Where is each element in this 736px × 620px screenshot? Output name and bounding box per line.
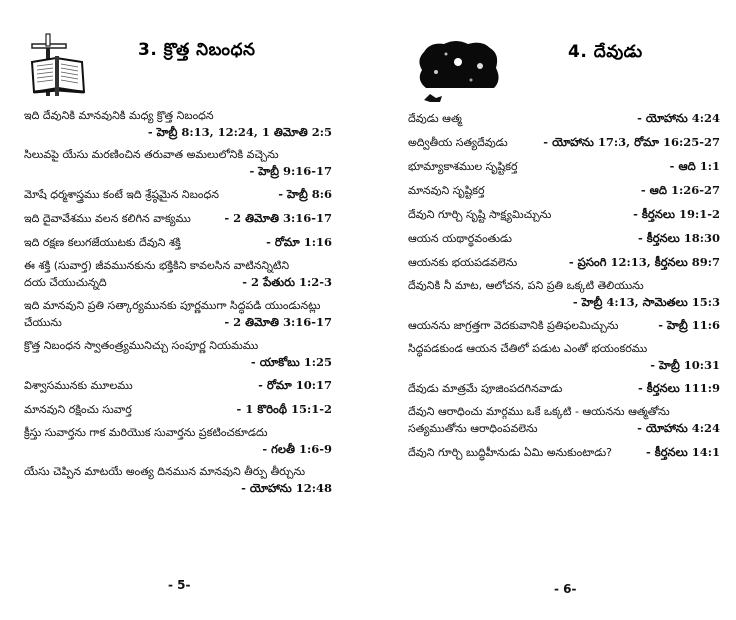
scripture-reference: - రోమా 1:16 (266, 235, 332, 249)
verse-line (408, 404, 720, 420)
verse-text: దేవుని గూర్చి సృష్టి సాక్ష్యమిచ్చును (408, 208, 552, 221)
verse-text: అద్వితీయ సత్యదేవుడు (408, 136, 508, 149)
scripture-reference: - కీర్తనలు 14:1 (645, 445, 720, 459)
verse-entry (408, 444, 720, 461)
scripture-reference: - హెబ్రీ 11:6 (658, 318, 720, 332)
verse-line (408, 254, 720, 271)
scripture-reference: - 2 తిమోతి 3:16-17 (224, 211, 332, 225)
reference-line (24, 480, 332, 496)
scripture-reference: - హెబ్రీ 10:31 (650, 358, 720, 372)
verse-text: ఇది దేవునికి మానవునికి మధ్య క్రొత్త నిబంధన (24, 109, 214, 122)
scripture-reference: - కీర్తనలు 19:1-2 (633, 207, 720, 221)
verse-text: ఈ శక్తి (సువార్త) జీవమునకును భక్తికిని కావలసిన వాటినన్నిటిని (24, 259, 290, 272)
cross-bible-icon (28, 32, 90, 98)
verse-text: ఇది మానవుని ప్రతి సత్కార్యమునకు పూర్ణముగా సిద్ధపడి యుండునట్లు (24, 299, 321, 312)
verse-entry (24, 401, 332, 418)
verse-line (408, 420, 720, 437)
verse-entry (24, 464, 332, 496)
verse-entry (408, 317, 720, 334)
reference-line (24, 354, 332, 370)
scripture-reference: - యోహాను 12:48 (241, 481, 332, 495)
verse-entry (408, 206, 720, 223)
verse-line (24, 108, 332, 124)
verse-text: మోషే ధర్మశాస్త్రము కంటే ఇది శ్రేష్ఠమైన నిబంధన (24, 188, 219, 201)
verse-entry (24, 258, 332, 291)
verse-entry (24, 425, 332, 457)
verse-text: యేసు చెప్పిన మాటయే అంత్య దినమున మానవుని తీర్పు తీర్చును (24, 465, 306, 478)
verse-text: దేవుని ఆరాధించు మార్గము ఒకే ఒక్కటి - ఆయనను ఆత్మతోను (408, 405, 670, 418)
scripture-reference: - హెబ్రీ 8:6 (278, 187, 332, 201)
verse-list (408, 110, 720, 468)
section-title: 3. క్రొత్త నిబంధన (138, 40, 256, 60)
verse-line (24, 464, 332, 480)
verse-line (24, 338, 332, 354)
verse-text: ఆయనకు భయపడవలెను (408, 256, 518, 269)
verse-line (408, 206, 720, 223)
verse-line (408, 278, 720, 294)
verse-text: భూమ్యాకాశముల సృష్టికర్త (408, 160, 518, 173)
verse-entry (408, 230, 720, 247)
verse-text-continued: సత్యముతోను ఆరాధింపవలెను (408, 422, 538, 435)
reference-line (24, 441, 332, 457)
verse-text: ఇది రక్షణ కలుగజేయుటకు దేవుని శక్తి (24, 236, 181, 249)
reference-line (408, 294, 720, 310)
verse-line (24, 234, 332, 251)
verse-entry (408, 380, 720, 397)
scripture-reference: - ఆది 1:26-27 (640, 183, 720, 197)
scripture-reference: - హెబ్రీ 8:13, 12:24, 1 తిమోతి 2:5 (147, 125, 332, 139)
verse-entry (408, 254, 720, 271)
verse-line (24, 186, 332, 203)
section-title: 4. దేవుడు (568, 42, 643, 62)
verse-line (24, 401, 332, 418)
scripture-reference: - ఆది 1:1 (669, 159, 720, 173)
right-page (368, 0, 736, 620)
verse-line (24, 314, 332, 331)
scripture-reference: - హెబ్రీ 9:16-17 (249, 164, 332, 178)
scripture-reference: - యాకోబు 1:25 (250, 355, 332, 369)
scripture-reference: - యోహాను 4:24 (637, 421, 720, 435)
scripture-reference: - 2 తిమోతి 3:16-17 (224, 315, 332, 329)
scripture-reference: - హెబ్రీ 4:13, సామెతలు 15:3 (572, 295, 720, 309)
scripture-reference: - రోమా 10:17 (258, 378, 332, 392)
verse-entry (408, 158, 720, 175)
dark-cloud-icon (416, 36, 504, 106)
scripture-reference: - గలతీ 1:6-9 (262, 442, 332, 456)
verse-line (24, 210, 332, 227)
verse-line (408, 341, 720, 357)
verse-line (24, 377, 332, 394)
verse-entry (24, 298, 332, 331)
verse-text: ఇది దైవావేశము వలన కలిగిన వాక్యము (24, 212, 191, 225)
scripture-reference: - ప్రసంగి 12:13, కీర్తనలు 89:7 (568, 255, 720, 269)
verse-line (24, 258, 332, 274)
verse-line (408, 134, 720, 151)
verse-text: దేవుడు మాత్రమే పూజింపదగినవాడు (408, 382, 563, 395)
verse-line (408, 110, 720, 127)
verse-entry (24, 338, 332, 370)
reference-line (24, 124, 332, 140)
verse-line (24, 425, 332, 441)
verse-line (408, 380, 720, 397)
verse-line (408, 230, 720, 247)
verse-text: దేవునికి నీ మాట, ఆలోచన, పని ప్రతి ఒక్కటి తెలియును (408, 279, 644, 292)
scripture-reference: - కీర్తనలు 111:9 (637, 381, 720, 395)
verse-line (408, 317, 720, 334)
scripture-reference: - 1 కొరింథీ 15:1-2 (236, 402, 332, 416)
verse-line (408, 444, 720, 461)
verse-text: దేవుడు ఆత్మ (408, 112, 462, 125)
verse-text: సిద్ధపడకుండ ఆయన చేతిలో పడుట ఎంతో భయంకరము (408, 342, 648, 355)
reference-line (408, 357, 720, 373)
scripture-reference: - యోహాను 17:3, రోమా 16:25-27 (543, 135, 720, 149)
verse-line (408, 182, 720, 199)
page-number: - 5- (168, 578, 191, 592)
verse-text: క్రీస్తు సువార్తను గాక మరియొక సువార్తను ప్రకటించకూడదు (24, 426, 268, 439)
verse-entry (24, 234, 332, 251)
verse-entry (408, 182, 720, 199)
verse-text: క్రొత్త నిబంధన స్వాతంత్ర్యమునిచ్చు సంపూర్ణ నియమము (24, 339, 259, 352)
verse-entry (24, 108, 332, 140)
verse-entry (24, 147, 332, 179)
verse-text: సిలువపై యేసు మరణించిన తరువాత అమలులోనికి వచ్చెను (24, 148, 279, 161)
verse-line (24, 147, 332, 163)
verse-text: ఆయన యథార్థవంతుడు (408, 232, 512, 245)
left-page-header (0, 28, 368, 100)
verse-entry (408, 110, 720, 127)
page-number: - 6- (554, 582, 577, 596)
verse-entry (24, 186, 332, 203)
verse-text: మానవుని రక్షించు సువార్త (24, 403, 132, 416)
verse-line (408, 158, 720, 175)
scripture-reference: - 2 పేతురు 1:2-3 (242, 275, 332, 289)
verse-text-continued: దయ చేయుచున్నది (24, 276, 107, 289)
verse-line (24, 298, 332, 314)
verse-entry (408, 278, 720, 310)
verse-entry (408, 134, 720, 151)
verse-text: మానవుని సృష్టికర్త (408, 184, 485, 197)
verse-text: ఆయనను జాగ్రత్తగా వెదకువానికి ప్రతిఫలమిచ్చును (408, 319, 619, 332)
verse-line (24, 274, 332, 291)
verse-text: విశ్వాసమునకు మూలము (24, 379, 133, 392)
verse-entry (24, 377, 332, 394)
verse-entry (24, 210, 332, 227)
scripture-reference: - యోహాను 4:24 (637, 111, 720, 125)
reference-line (24, 163, 332, 179)
verse-entry (408, 404, 720, 437)
right-page-header (368, 28, 736, 100)
verse-text-continued: చేయును (24, 316, 62, 329)
verse-text: దేవుని గూర్చి బుద్ధిహీనుడు ఏమి అనుకుంటాడు? (408, 446, 613, 459)
verse-list (24, 108, 332, 503)
verse-entry (408, 341, 720, 373)
scripture-reference: - కీర్తనలు 18:30 (637, 231, 720, 245)
